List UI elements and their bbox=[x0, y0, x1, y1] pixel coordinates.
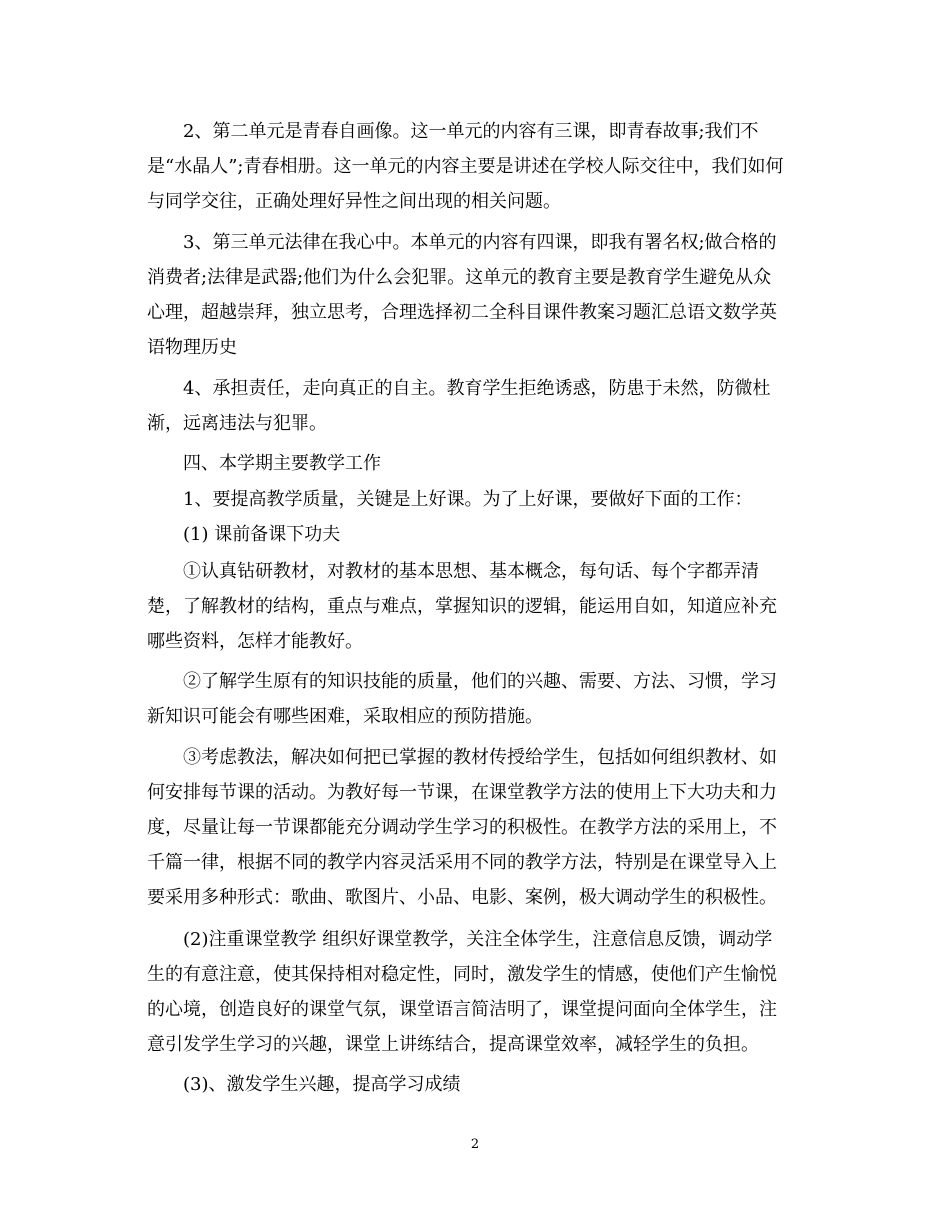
text-line: (2)注重课堂教学 组织好课堂教学，关注全体学生，注意信息反馈，调动学 bbox=[183, 929, 773, 950]
text-line: 3、第三单元法律在我心中。本单元的内容有四课，即我有署名权;做合格的 bbox=[183, 232, 777, 253]
text-line: 心理，超越崇拜，独立思考，合理选择初二全科目课件教案习题汇总语文数学英 bbox=[147, 302, 777, 323]
text-line: 何安排每节课的活动。为教好每一节课，在课堂教学方法的使用上下大功夫和力 bbox=[147, 782, 777, 803]
text-line: ③考虑教法，解决如何把已掌握的教材传授给学生，包括如何组织教材、如 bbox=[183, 747, 777, 768]
text-line: 千篇一律，根据不同的教学内容灵活采用不同的教学方法，特别是在课堂导入上 bbox=[147, 852, 777, 873]
text-line: 楚，了解教材的结构，重点与难点，掌握知识的逻辑，能运用自如，知道应补充 bbox=[147, 596, 777, 617]
page-number: 2 bbox=[470, 1137, 480, 1152]
text-line: 的心境，创造良好的课堂气氛，课堂语言简洁明了，课堂提问面向全体学生，注 bbox=[147, 999, 777, 1020]
text-line: ①认真钻研教材，对教材的基本思想、基本概念，每句话、每个字都弄清 bbox=[183, 561, 759, 582]
text-line: 消费者;法律是武器;他们为什么会犯罪。这单元的教育主要是教育学生避免从众 bbox=[147, 267, 772, 288]
text-line: 要采用多种形式：歌曲、歌图片、小品、电影、案例，极大调动学生的积极性。 bbox=[147, 887, 777, 908]
section-heading: 四、本学期主要教学工作 bbox=[183, 453, 381, 474]
text-line: 与同学交往，正确处理好异性之间出现的相关问题。 bbox=[147, 191, 561, 212]
text-line: 1、要提高教学质量，关键是上好课。为了上好课，要做好下面的工作： bbox=[183, 489, 753, 510]
text-line: 度，尽量让每一节课都能充分调动学生学习的积极性。在教学方法的采用上，不 bbox=[147, 817, 777, 838]
text-line: 语物理历史 bbox=[147, 337, 237, 358]
text-line: 哪些资料，怎样才能教好。 bbox=[147, 631, 363, 652]
text-line: (1) 课前备课下功夫 bbox=[183, 524, 341, 545]
text-line: ②了解学生原有的知识技能的质量，他们的兴趣、需要、方法、习惯，学习 bbox=[183, 671, 777, 692]
text-line: 是“水晶人”;青春相册。这一单元的内容主要是讲述在学校人际交往中，我们如何 bbox=[147, 156, 784, 177]
text-line: 渐，远离违法与犯罪。 bbox=[147, 413, 327, 434]
text-line: (3)、激发学生兴趣，提高学习成绩 bbox=[183, 1074, 461, 1095]
text-line: 4、承担责任，走向真正的自主。教育学生拒绝诱惑，防患于未然，防微杜 bbox=[183, 378, 771, 399]
text-line: 2、第二单元是青春自画像。这一单元的内容有三课，即青春故事;我们不 bbox=[183, 121, 759, 142]
text-line: 生的有意注意，使其保持相对稳定性，同时，激发学生的情感，使他们产生愉悦 bbox=[147, 964, 777, 985]
text-line: 新知识可能会有哪些困难，采取相应的预防措施。 bbox=[147, 706, 543, 727]
text-line: 意引发学生学习的兴趣，课堂上讲练结合，提高课堂效率，减轻学生的负担。 bbox=[147, 1034, 759, 1055]
